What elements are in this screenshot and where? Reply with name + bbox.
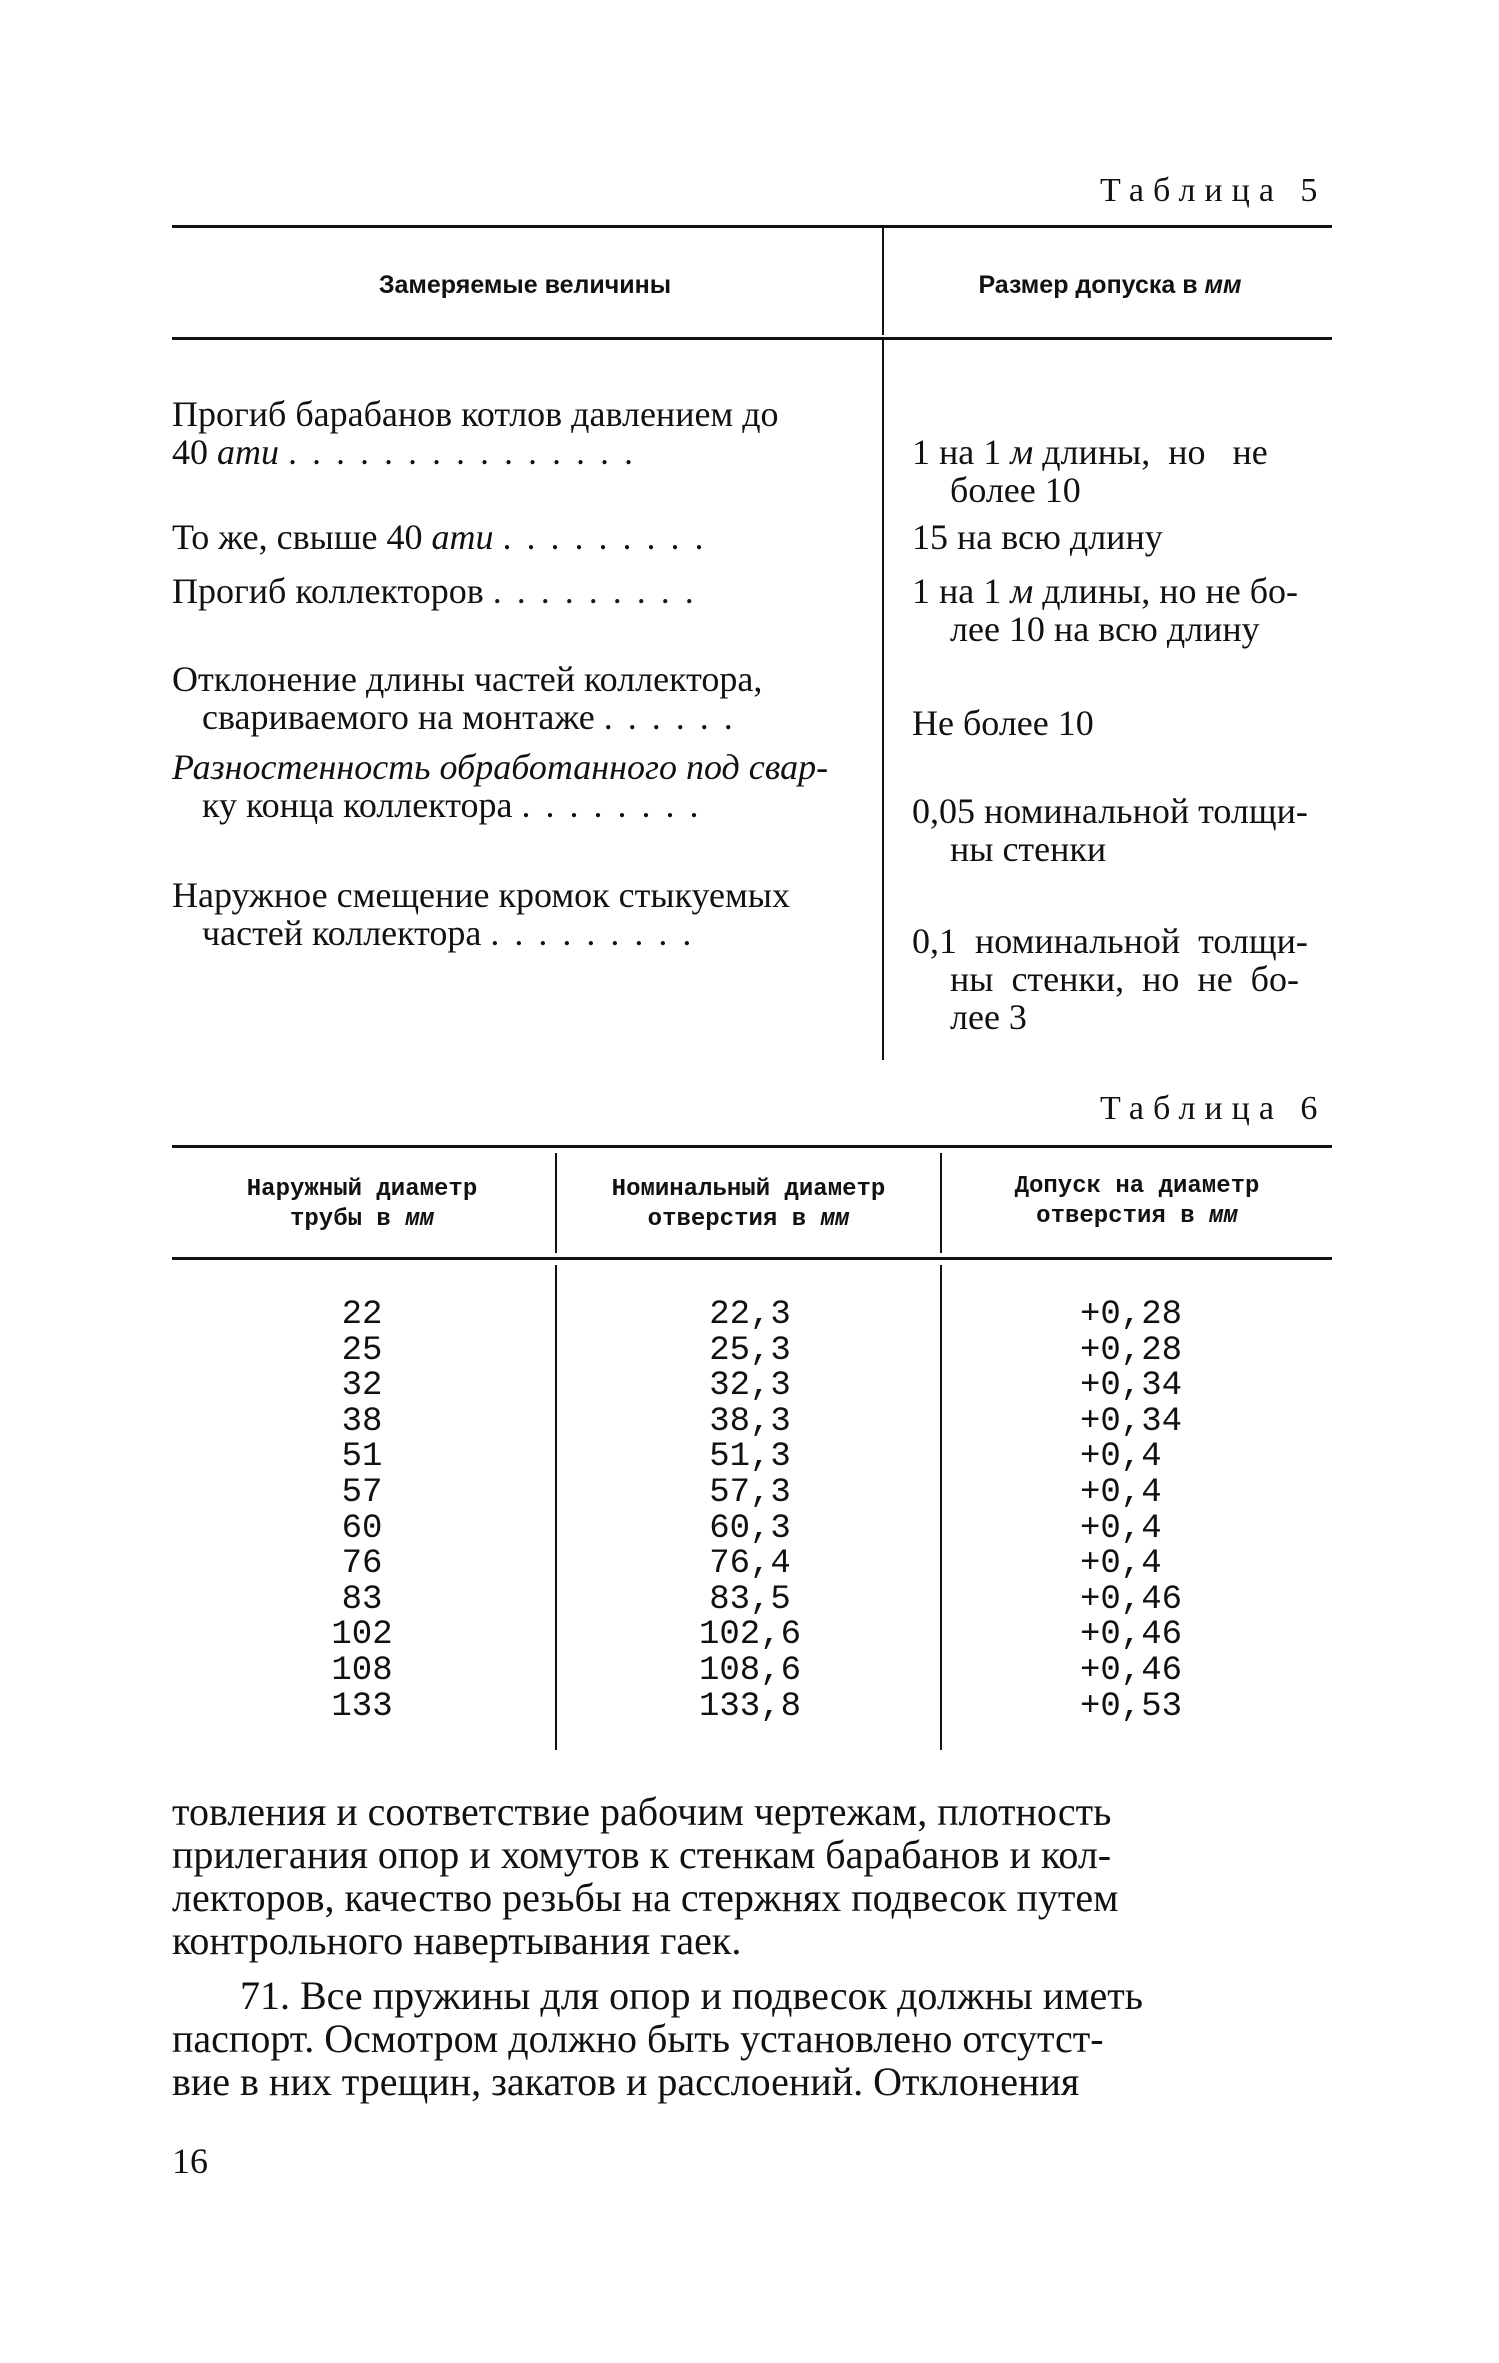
table5-header-rule — [172, 337, 1332, 340]
header-unit: мм — [820, 1206, 850, 1233]
cell: 22 — [341, 1296, 383, 1334]
leader-dots: . . . . . . . . — [521, 785, 702, 825]
table5-row-tolerance — [912, 704, 1342, 742]
cell: 108,6 — [698, 1651, 802, 1690]
table5-row-measure — [172, 660, 872, 736]
measure-line: Наружное смещение кромок стыкуемых — [172, 875, 790, 915]
measure-line: Разностенность обработанного под свар- — [172, 747, 829, 787]
cell: +0,28 — [1080, 1331, 1183, 1370]
table5-col2-header-text: Размер допуска в — [978, 271, 1205, 299]
paragraph-line: прилегания опор и хомутов к стенкам барабанов и кол- — [172, 1832, 1112, 1877]
body-paragraph-2 — [172, 1974, 1332, 2103]
leader-dots: . . . . . . . . . — [490, 913, 695, 953]
unit-ati: ати — [431, 517, 494, 557]
cell: +0,4 — [1080, 1473, 1162, 1512]
table6-header-tolerance — [942, 1172, 1332, 1232]
cell: 133 — [331, 1687, 393, 1726]
tolerance-line: ны стенки — [950, 829, 1107, 869]
cell: +0,4 — [1080, 1509, 1162, 1548]
header-unit: мм — [1209, 1203, 1238, 1230]
cell: 83 — [341, 1580, 383, 1619]
cell: +0,34 — [1080, 1402, 1183, 1441]
table5-row-tolerance — [912, 518, 1342, 556]
table5-body-divider — [882, 340, 884, 1060]
leader-dots: . . . . . . — [603, 697, 736, 737]
cell: +0,34 — [1080, 1367, 1183, 1406]
cell: 32,3 — [709, 1367, 791, 1406]
cell: 51 — [341, 1438, 383, 1477]
cell: 22,3 — [709, 1296, 791, 1334]
cell: +0,46 — [1080, 1580, 1183, 1619]
cell: 57 — [341, 1473, 383, 1512]
cell: 51,3 — [709, 1438, 791, 1477]
measure-line: Прогиб коллекторов . . . . . . . . . — [172, 571, 697, 611]
unit-ati: ати — [217, 432, 279, 472]
table6-body-divider-1 — [555, 1265, 557, 1750]
cell: +0,28 — [1080, 1296, 1183, 1334]
cell: 60 — [341, 1509, 383, 1548]
paragraph-line: 71. Все пружины для опор и подвесок должны иметь — [240, 1973, 1143, 2018]
tolerance-line: лее 10 на всю длину — [950, 609, 1260, 649]
cell: 76,4 — [709, 1545, 791, 1584]
cell: 60,3 — [709, 1509, 791, 1548]
table5-row-tolerance — [912, 433, 1342, 509]
measure-line: свариваемого на монтаже . . . . . . — [202, 697, 736, 737]
table5-row-measure — [172, 518, 872, 556]
cell: 57,3 — [709, 1473, 791, 1512]
leader-dots: . . . . . . . . . . . . . . . — [288, 432, 636, 472]
table5-col2-header — [890, 270, 1330, 300]
table5-row-measure — [172, 748, 872, 824]
table5-row-measure — [172, 876, 872, 952]
table5-row-tolerance — [912, 792, 1342, 868]
header-line: Номинальный диаметр — [611, 1176, 886, 1203]
tolerance-line: Не более 10 — [912, 703, 1094, 743]
tolerance-line: лее 3 — [950, 997, 1027, 1037]
paragraph-line: товления и соответствие рабочим чертежам, плотность — [172, 1789, 1112, 1834]
header-line — [172, 1205, 552, 1235]
tolerance-line: ны стенки, но не бо- — [950, 959, 1299, 999]
tolerance-line: 0,05 номинальной толщи- — [912, 791, 1308, 831]
measure-line: 40 ати . . . . . . . . . . . . . . . — [172, 432, 636, 472]
table5-row-tolerance — [912, 572, 1342, 648]
paragraph-line: вие в них трещин, закатов и расслоений. Отклонения — [172, 2059, 1080, 2104]
leader-dots: . . . . . . . . . — [492, 571, 697, 611]
cell: 38 — [341, 1402, 383, 1441]
table6-header-nominal — [557, 1175, 940, 1235]
cell: +0,46 — [1080, 1616, 1183, 1655]
cell: 108 — [331, 1651, 393, 1690]
header-line — [557, 1205, 940, 1235]
table6-header-outer — [172, 1175, 552, 1235]
measure-line: Прогиб барабанов котлов давлением до — [172, 394, 779, 434]
table5-top-rule — [172, 225, 1332, 228]
table6-col-nominal — [650, 1298, 850, 1725]
table6-header-rule — [172, 1257, 1332, 1260]
leader-dots: . . . . . . . . . — [502, 517, 707, 557]
header-text: отверстия в — [1036, 1203, 1209, 1230]
cell: 25,3 — [709, 1331, 791, 1370]
cell: 76 — [341, 1545, 383, 1584]
body-paragraph-1 — [172, 1790, 1332, 1962]
table6-col-tolerance — [1080, 1298, 1230, 1725]
table5-col2-header-unit: мм — [1204, 271, 1242, 299]
table6-top-rule — [172, 1145, 1332, 1148]
tolerance-line: 15 на всю длину — [912, 517, 1163, 557]
cell: 102,6 — [698, 1616, 802, 1655]
cell: 25 — [341, 1331, 383, 1370]
measure-line: То же, свыше 40 ати . . . . . . . . . — [172, 517, 707, 557]
cell: 83,5 — [709, 1580, 791, 1619]
cell: 102 — [331, 1616, 393, 1655]
paragraph-line: контрольного навертывания гаек. — [172, 1918, 742, 1963]
tolerance-line: более 10 — [950, 470, 1081, 510]
cell: 32 — [341, 1367, 383, 1406]
table6-caption: Таблица 6 — [1100, 1090, 1327, 1127]
measure-line: частей коллектора . . . . . . . . . — [202, 913, 695, 953]
measure-line: ку конца коллектора . . . . . . . . — [202, 785, 702, 825]
tolerance-line: 1 на 1 м длины, но не — [912, 432, 1268, 472]
header-line: Допуск на диаметр — [1014, 1173, 1260, 1200]
cell: +0,4 — [1080, 1438, 1162, 1477]
table5-row-measure — [172, 572, 872, 610]
table5-row-measure — [172, 395, 872, 471]
header-line: Наружный диаметр — [246, 1176, 478, 1203]
cell: 133,8 — [698, 1687, 802, 1726]
table5-col1-header: Замеряемые величины — [378, 271, 672, 299]
paragraph-line: паспорт. Осмотром должно быть установлено отсутст- — [172, 2016, 1104, 2061]
table6-body-divider-2 — [940, 1265, 942, 1750]
measure-line: Отклонение длины частей коллектора, — [172, 659, 763, 699]
table5-caption: Таблица 5 — [1100, 172, 1327, 209]
cell: 38,3 — [709, 1402, 791, 1441]
header-text: трубы в — [289, 1206, 406, 1233]
tolerance-line: 1 на 1 м длины, но не бо- — [912, 571, 1299, 611]
cell: +0,53 — [1080, 1687, 1183, 1726]
cell: +0,4 — [1080, 1545, 1162, 1584]
tolerance-line: 0,1 номинальной толщи- — [912, 921, 1308, 961]
header-line — [942, 1202, 1332, 1232]
table6-col-outer — [262, 1298, 462, 1725]
cell: +0,46 — [1080, 1651, 1183, 1690]
table5-row-tolerance — [912, 922, 1342, 1036]
header-unit: мм — [405, 1206, 435, 1233]
header-text: отверстия в — [647, 1206, 821, 1233]
table5-header-divider — [882, 227, 884, 335]
paragraph-line: лекторов, качество резьбы на стержнях подвесок путем — [172, 1875, 1119, 1920]
page-number: 16 — [172, 2141, 208, 2181]
